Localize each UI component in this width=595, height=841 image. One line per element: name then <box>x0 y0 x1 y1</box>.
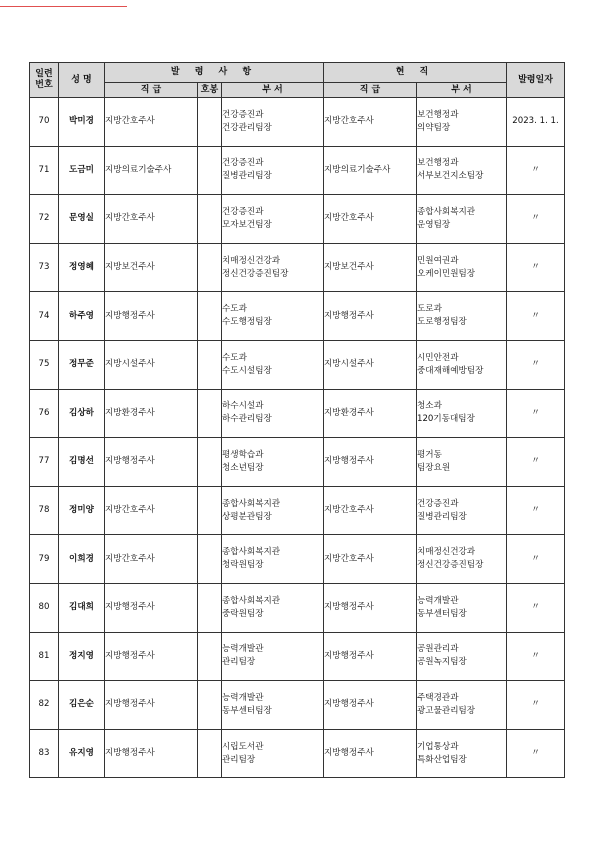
grade-cell <box>198 632 222 681</box>
serial-cell: 74 <box>30 292 59 341</box>
rank-cell: 지방행정주사 <box>105 292 198 341</box>
cur-rank-cell: 지방행정주사 <box>324 292 417 341</box>
table-row <box>30 146 565 195</box>
cur-dept-line-1: 치매정신건강과 <box>417 547 476 558</box>
dept-line-2: 청락원팀장 <box>222 560 264 571</box>
cur-dept-line-1: 능력개발관 <box>417 595 459 606</box>
rank-cell: 지방간호주사 <box>105 535 198 584</box>
table-row <box>30 292 565 341</box>
table-row <box>30 729 565 778</box>
cur-dept-cell <box>417 243 507 292</box>
dept-line-2: 상평분관팀장 <box>222 511 272 522</box>
name-cell: 도금미 <box>59 146 105 195</box>
dept-line-1: 하수시설과 <box>222 401 264 412</box>
cur-rank-cell: 지방간호주사 <box>324 98 417 147</box>
date-cell: 〃 <box>507 438 565 487</box>
name-cell: 김은순 <box>59 681 105 730</box>
grade-cell <box>198 195 222 244</box>
cur-dept-cell <box>417 632 507 681</box>
cur-dept-line-2: 오케이민원팀장 <box>417 268 476 279</box>
table-row <box>30 195 565 244</box>
cur-rank-cell: 지방간호주사 <box>324 195 417 244</box>
grade-cell <box>198 438 222 487</box>
dept-cell <box>222 583 324 632</box>
rank-cell: 지방행정주사 <box>105 632 198 681</box>
serial-cell: 75 <box>30 340 59 389</box>
cur-dept-cell <box>417 729 507 778</box>
rank-cell: 지방간호주사 <box>105 98 198 147</box>
cur-dept-cell <box>417 389 507 438</box>
dept-line-1: 건강증진과 <box>222 158 264 169</box>
dept-cell <box>222 438 324 487</box>
dept-line-1: 종합사회복지관 <box>222 547 281 558</box>
serial-cell: 81 <box>30 632 59 681</box>
cur-rank-cell: 지방간호주사 <box>324 486 417 535</box>
serial-cell: 76 <box>30 389 59 438</box>
cur-dept-cell <box>417 195 507 244</box>
date-cell: 〃 <box>507 146 565 195</box>
date-cell: 〃 <box>507 195 565 244</box>
cur-dept-line-2: 운영팀장 <box>417 219 451 230</box>
dept-line-1: 수도과 <box>222 304 247 315</box>
cur-dept-line-1: 주택경관과 <box>417 692 459 703</box>
cur-dept-line-2: 광고물관리팀장 <box>417 705 476 716</box>
cur-dept-line-1: 청소과 <box>417 401 442 412</box>
cur-dept-line-2: 공원녹지팀장 <box>417 657 467 668</box>
dept-line-2: 질병관리팀장 <box>222 171 272 182</box>
serial-cell: 83 <box>30 729 59 778</box>
serial-cell: 72 <box>30 195 59 244</box>
cur-dept-line-2: 특화산업팀장 <box>417 754 467 765</box>
cur-dept-line-1: 보건행정과 <box>417 109 459 120</box>
name-cell: 김상하 <box>59 389 105 438</box>
name-cell: 김대희 <box>59 583 105 632</box>
header-current: 현 직 <box>324 63 507 83</box>
table-row <box>30 243 565 292</box>
header-rank: 직 급 <box>105 83 198 98</box>
cur-dept-line-2: 도로행정팀장 <box>417 317 467 328</box>
serial-cell: 82 <box>30 681 59 730</box>
dept-line-2: 관리팀장 <box>222 657 256 668</box>
date-cell: 〃 <box>507 340 565 389</box>
cur-dept-line-1: 공원관리과 <box>417 644 459 655</box>
table-row <box>30 632 565 681</box>
date-cell: 2023. 1. 1. <box>507 98 565 147</box>
dept-line-2: 수도행정팀장 <box>222 317 272 328</box>
cur-dept-line-2: 의약팀장 <box>417 122 451 133</box>
dept-line-2: 정신건강증진팀장 <box>222 268 289 279</box>
cur-dept-line-2: 120기동대팀장 <box>417 414 475 425</box>
cur-rank-cell: 지방행정주사 <box>324 632 417 681</box>
name-cell: 이희경 <box>59 535 105 584</box>
grade-cell <box>198 98 222 147</box>
name-cell: 김명선 <box>59 438 105 487</box>
dept-line-1: 평생학습과 <box>222 449 264 460</box>
grade-cell <box>198 486 222 535</box>
cur-dept-line-2: 서부보건지소팀장 <box>417 171 484 182</box>
cur-dept-line-1: 종합사회복지관 <box>417 206 476 217</box>
cur-rank-cell: 지방행정주사 <box>324 438 417 487</box>
cur-dept-cell <box>417 98 507 147</box>
serial-cell: 71 <box>30 146 59 195</box>
header-name: 성 명 <box>59 63 105 98</box>
dept-line-2: 건강관리팀장 <box>222 122 272 133</box>
header-grade-no: 호봉 <box>198 83 222 98</box>
grade-cell <box>198 729 222 778</box>
name-cell: 정영혜 <box>59 243 105 292</box>
cur-rank-cell: 지방간호주사 <box>324 535 417 584</box>
cur-dept-line-2: 질병관리팀장 <box>417 511 467 522</box>
dept-line-1: 능력개발관 <box>222 692 264 703</box>
table-row <box>30 583 565 632</box>
dept-cell <box>222 389 324 438</box>
cur-dept-line-1: 기업통상과 <box>417 741 459 752</box>
grade-cell <box>198 389 222 438</box>
date-cell: 〃 <box>507 729 565 778</box>
dept-line-2: 중락원팀장 <box>222 608 264 619</box>
appointment-table <box>29 62 565 778</box>
cur-dept-line-2: 동부센터팀장 <box>417 608 467 619</box>
serial-cell: 70 <box>30 98 59 147</box>
dept-line-2: 수도시설팀장 <box>222 365 272 376</box>
cur-rank-cell: 지방행정주사 <box>324 681 417 730</box>
dept-cell <box>222 292 324 341</box>
dept-cell <box>222 681 324 730</box>
name-cell: 정미양 <box>59 486 105 535</box>
dept-cell <box>222 729 324 778</box>
dept-line-1: 치매정신건강과 <box>222 255 281 266</box>
cur-dept-cell <box>417 438 507 487</box>
date-cell: 〃 <box>507 632 565 681</box>
cur-rank-cell: 지방시설주사 <box>324 340 417 389</box>
cur-rank-cell: 지방행정주사 <box>324 583 417 632</box>
date-cell: 〃 <box>507 681 565 730</box>
rank-cell: 지방시설주사 <box>105 340 198 389</box>
header-dept: 부 서 <box>222 83 324 98</box>
grade-cell <box>198 340 222 389</box>
rank-cell: 지방보건주사 <box>105 243 198 292</box>
table-row <box>30 340 565 389</box>
dept-line-1: 능력개발관 <box>222 644 264 655</box>
rank-cell: 지방환경주사 <box>105 389 198 438</box>
cur-dept-cell <box>417 292 507 341</box>
cur-dept-line-1: 보건행정과 <box>417 158 459 169</box>
dept-line-2: 관리팀장 <box>222 754 256 765</box>
cur-dept-line-2: 정신건강증진팀장 <box>417 560 484 571</box>
date-cell: 〃 <box>507 535 565 584</box>
cur-dept-cell <box>417 486 507 535</box>
table-body <box>30 98 565 778</box>
date-cell: 〃 <box>507 389 565 438</box>
dept-line-1: 건강증진과 <box>222 109 264 120</box>
dept-cell <box>222 98 324 147</box>
cur-dept-line-1: 평거동 <box>417 449 442 460</box>
cur-rank-cell: 지방환경주사 <box>324 389 417 438</box>
cur-dept-line-2: 팀장요원 <box>417 462 451 473</box>
grade-cell <box>198 292 222 341</box>
name-cell: 정무준 <box>59 340 105 389</box>
table-row <box>30 681 565 730</box>
serial-cell: 73 <box>30 243 59 292</box>
grade-cell <box>198 583 222 632</box>
rank-cell: 지방의료기술주사 <box>105 146 198 195</box>
dept-line-2: 모자보건팀장 <box>222 219 272 230</box>
cur-dept-cell <box>417 535 507 584</box>
header-cur-rank: 직 급 <box>324 83 417 98</box>
serial-cell: 77 <box>30 438 59 487</box>
grade-cell <box>198 535 222 584</box>
cur-dept-cell <box>417 583 507 632</box>
table-row <box>30 389 565 438</box>
table-row <box>30 98 565 147</box>
cur-dept-line-1: 시민안전과 <box>417 352 459 363</box>
cur-dept-line-1: 민원여권과 <box>417 255 459 266</box>
rank-cell: 지방간호주사 <box>105 486 198 535</box>
serial-cell: 80 <box>30 583 59 632</box>
rank-cell: 지방간호주사 <box>105 195 198 244</box>
rank-cell: 지방행정주사 <box>105 729 198 778</box>
grade-cell <box>198 681 222 730</box>
dept-cell <box>222 340 324 389</box>
header-serial: 일련 번호 <box>30 63 59 98</box>
dept-cell <box>222 486 324 535</box>
name-cell: 정지영 <box>59 632 105 681</box>
name-cell: 박미경 <box>59 98 105 147</box>
dept-line-1: 종합사회복지관 <box>222 498 281 509</box>
cur-rank-cell: 지방보건주사 <box>324 243 417 292</box>
dept-line-1: 시립도서관 <box>222 741 264 752</box>
serial-cell: 78 <box>30 486 59 535</box>
dept-line-1: 수도과 <box>222 352 247 363</box>
cur-dept-line-1: 건강증진과 <box>417 498 459 509</box>
dept-cell <box>222 243 324 292</box>
table-row <box>30 535 565 584</box>
grade-cell <box>198 146 222 195</box>
name-cell: 유지영 <box>59 729 105 778</box>
cur-rank-cell: 지방행정주사 <box>324 729 417 778</box>
date-cell: 〃 <box>507 486 565 535</box>
rank-cell: 지방행정주사 <box>105 583 198 632</box>
header-cur-dept: 부 서 <box>417 83 507 98</box>
cur-dept-cell <box>417 681 507 730</box>
cur-rank-cell: 지방의료기술주사 <box>324 146 417 195</box>
dept-cell <box>222 146 324 195</box>
table-row <box>30 438 565 487</box>
cur-dept-cell <box>417 340 507 389</box>
cur-dept-cell <box>417 146 507 195</box>
dept-cell <box>222 195 324 244</box>
dept-cell <box>222 535 324 584</box>
rank-cell: 지방행정주사 <box>105 681 198 730</box>
rank-cell: 지방행정주사 <box>105 438 198 487</box>
top-rule <box>0 6 127 7</box>
serial-cell: 79 <box>30 535 59 584</box>
date-cell: 〃 <box>507 292 565 341</box>
date-cell: 〃 <box>507 583 565 632</box>
dept-line-1: 건강증진과 <box>222 206 264 217</box>
cur-dept-line-1: 도로과 <box>417 304 442 315</box>
table-row <box>30 486 565 535</box>
name-cell: 하주영 <box>59 292 105 341</box>
grade-cell <box>198 243 222 292</box>
date-cell: 〃 <box>507 243 565 292</box>
dept-line-1: 종합사회복지관 <box>222 595 281 606</box>
dept-line-2: 청소년팀장 <box>222 462 264 473</box>
header-date: 발령일자 <box>507 63 565 98</box>
dept-line-2: 동부센터팀장 <box>222 705 272 716</box>
name-cell: 문영실 <box>59 195 105 244</box>
dept-cell <box>222 632 324 681</box>
dept-line-2: 하수관리팀장 <box>222 414 272 425</box>
cur-dept-line-2: 중대재해예방팀장 <box>417 365 484 376</box>
header-appointment: 발 령 사 항 <box>105 63 324 83</box>
